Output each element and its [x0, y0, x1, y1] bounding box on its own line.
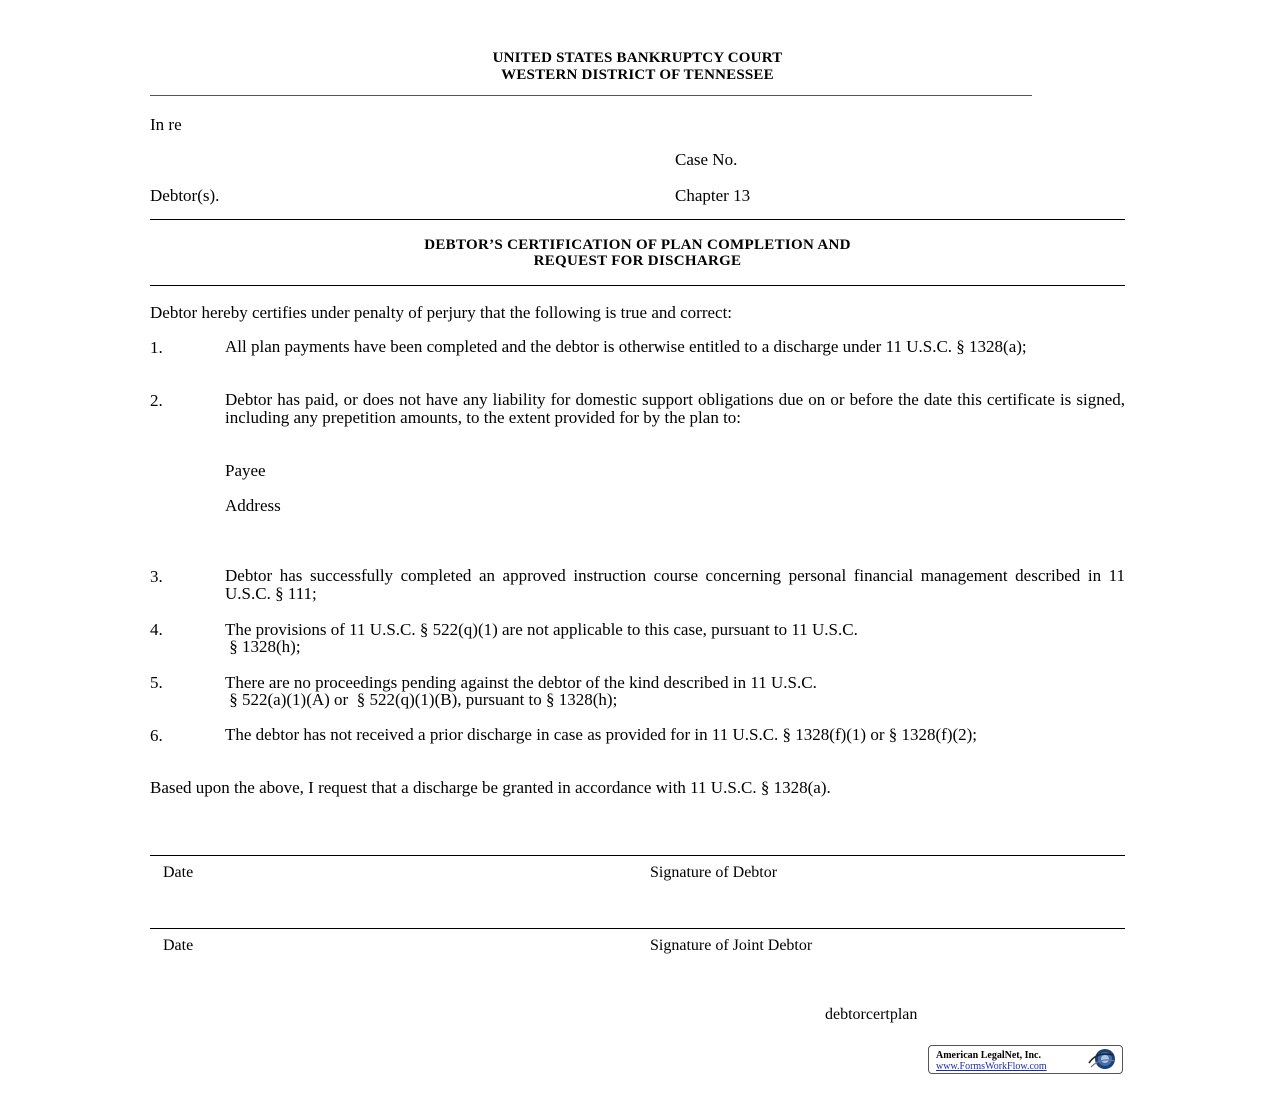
item-text: Debtor has successfully completed an approved instruction course concerning personal financial management described in 11 U.S.C. § 111; — [225, 566, 1125, 603]
item-text-line1: There are no proceedings pending against the debtor of the kind described in 11 U.S.C. — [225, 673, 817, 692]
title-divider — [150, 285, 1125, 286]
item-text-line2: § 522(a)(1)(A) or § 522(q)(1)(B), pursuant to § 1328(h); — [225, 690, 618, 709]
certification-intro: Debtor hereby certifies under penalty of perjury that the following is true and correct: — [150, 303, 733, 322]
item-number: 2. — [150, 391, 163, 410]
court-name: UNITED STATES BANKRUPTCY COURT — [492, 50, 783, 66]
item-text: Debtor has paid, or does not have any liability for domestic support obligations due on or before the date this certificate is signed, including any prepetition amounts, to the extent provided for by the plan to: — [225, 390, 1125, 427]
in-re-label: In re — [150, 115, 182, 134]
publisher-name: American LegalNet, Inc. — [936, 1050, 1041, 1061]
signature-line — [150, 855, 1125, 856]
document-title-line1: DEBTOR’S CERTIFICATION OF PLAN COMPLETION AND — [424, 237, 851, 253]
item-text: The debtor has not received a prior discharge in case as provided for in 11 U.S.C. § 1328(f)(1) or § 1328(f)(2); — [225, 725, 978, 744]
case-number-label: Case No. — [675, 150, 738, 169]
debtor-signature-label: Signature of Debtor — [650, 864, 778, 881]
debtors-label: Debtor(s). — [150, 186, 220, 205]
item-text-line1: The provisions of 11 U.S.C. § 522(q)(1) are not applicable to this case, pursuant to 11 U.S.C. — [225, 620, 858, 639]
joint-debtor-signature-label: Signature of Joint Debtor — [650, 937, 813, 954]
item-text-line2: § 1328(h); — [225, 637, 301, 656]
court-district: WESTERN DISTRICT OF TENNESSEE — [501, 67, 774, 83]
date-label: Date — [163, 937, 194, 954]
item-number: 4. — [150, 620, 163, 639]
globe-swirl-logo-icon — [1085, 1047, 1119, 1071]
payee-label: Payee — [225, 461, 266, 480]
discharge-request: Based upon the above, I request that a discharge be granted in accordance with 11 U.S.C. § 1328(a). — [150, 778, 831, 797]
form-code: debtorcertplan — [825, 1006, 918, 1023]
item-number: 5. — [150, 673, 163, 692]
address-label: Address — [225, 496, 281, 515]
date-label: Date — [163, 864, 194, 881]
publisher-badge[interactable] — [928, 1045, 1123, 1074]
publisher-url-link[interactable]: www.FormsWorkFlow.com — [936, 1061, 1047, 1072]
item-number: 3. — [150, 567, 163, 586]
chapter-label: Chapter 13 — [675, 186, 751, 205]
caption-divider — [150, 219, 1125, 220]
item-number: 1. — [150, 338, 163, 357]
signature-line — [150, 928, 1125, 929]
item-text: All plan payments have been completed and the debtor is otherwise entitled to a discharge under 11 U.S.C. § 1328(a); — [225, 337, 1027, 356]
item-number: 6. — [150, 726, 163, 745]
document-title-line2: REQUEST FOR DISCHARGE — [533, 253, 742, 269]
header-divider — [150, 95, 1032, 96]
